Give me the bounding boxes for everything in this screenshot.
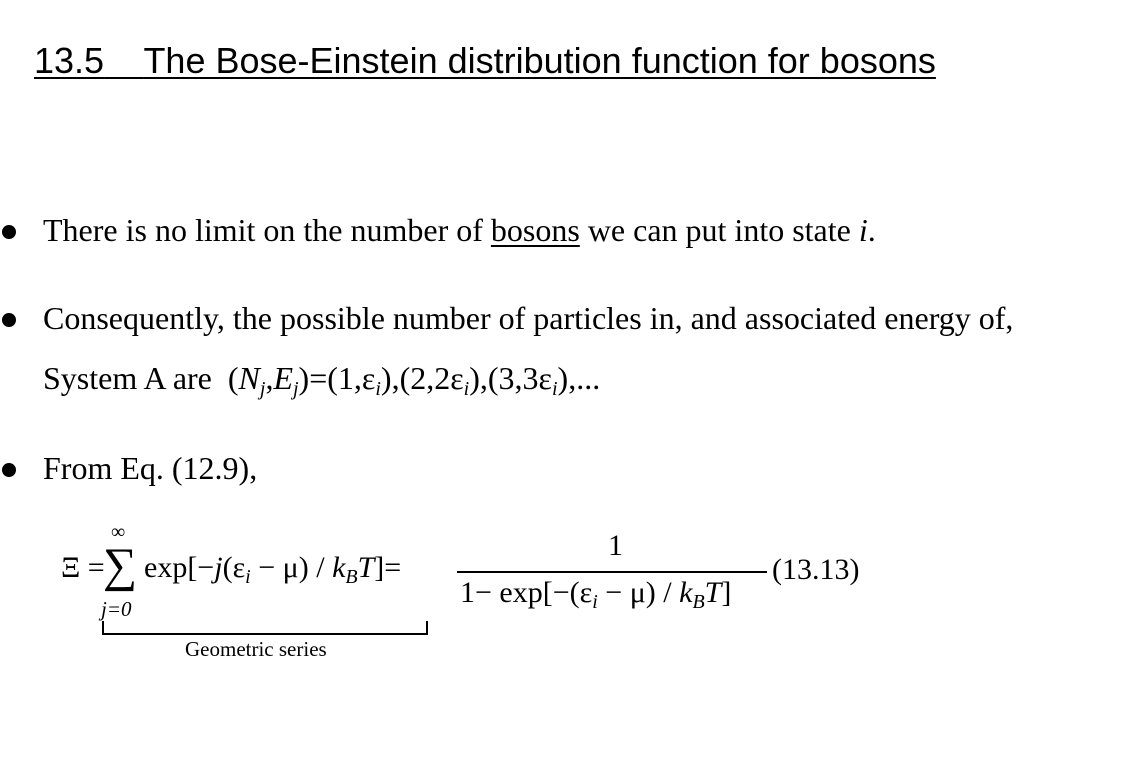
bullet-text-2: Consequently, the possible number of particles in, and associated energy of, — [43, 300, 1014, 336]
xi-lhs: Ξ = — [61, 551, 105, 584]
numerator: 1 — [608, 529, 623, 562]
section-heading — [34, 40, 936, 82]
section-number: 13.5 — [34, 40, 105, 81]
section-title: The Bose-Einstein distribution function for bosons — [143, 40, 936, 81]
states-formula: $(N_j,E_j)=(1,\varepsilon_i),(2,2\varepsilon_i),(3,3\varepsilon_i)$,... — [227, 360, 601, 400]
bullet-text-1: There is no limit on the number of bosons we can put into state i. — [43, 212, 876, 248]
denominator: $1- \exp[-(\varepsilon_i - \mu) / k_BT]$ — [460, 576, 732, 613]
bullet-dot — [2, 225, 16, 239]
bullet-dot — [2, 463, 16, 477]
bosons-link[interactable]: bosons — [490, 212, 580, 248]
geometric-series-label: Geometric series — [185, 637, 327, 661]
bullet-dot — [2, 313, 16, 327]
geometric-series-bracket — [102, 621, 428, 635]
bullet-text-2-line2: System A are $(N_j,E_j)=(1,\varepsilon_i),(2,2\varepsilon_i),(3,3\varepsilon_i)$,... — [43, 360, 601, 400]
sum-lower-limit: j=0 — [101, 597, 132, 621]
summation-sign: ∑ — [103, 539, 138, 592]
fraction-bar — [457, 571, 767, 573]
bullet-text-3: From Eq. (12.9), — [43, 450, 258, 486]
equation-number: (13.13) — [772, 553, 860, 586]
sum-body: $\exp[-j(\varepsilon_i - \mu) / k_BT]=$ — [144, 551, 402, 588]
sum-upper-limit: ∞ — [111, 521, 126, 543]
